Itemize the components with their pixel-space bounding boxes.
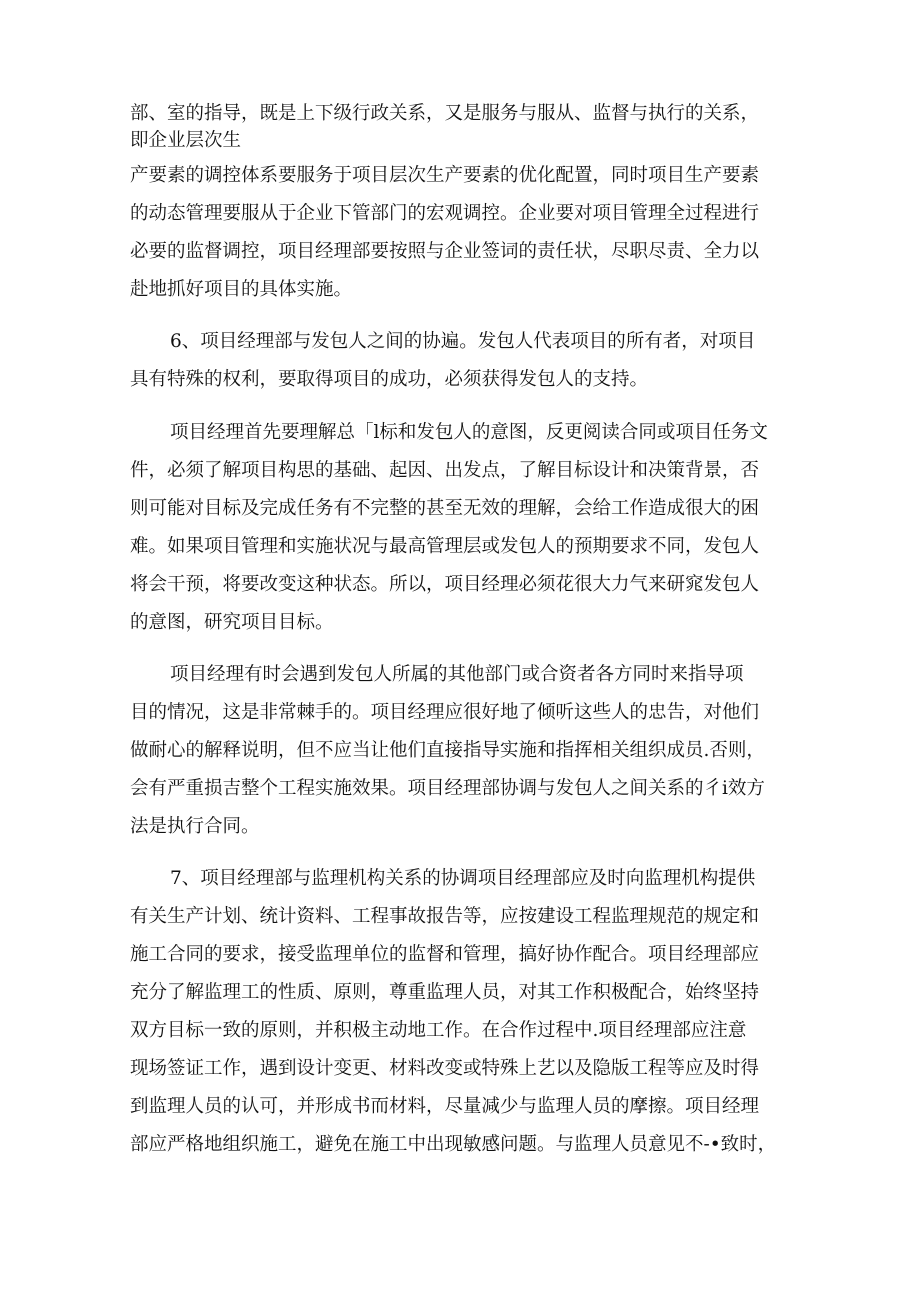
text-line: 难。如果项目管理和实施状况与最高管理层或发包人的预期要求不同，发包人 bbox=[130, 536, 760, 557]
paragraph-first-line: 7、项目经理部与监理机构关系的协调项目经理部应及时向监理机构提供 bbox=[170, 868, 756, 889]
text-line: 即企业层次生 bbox=[130, 130, 242, 151]
text-line: 则可能对目标及完成任务有不完整的甚至无效的理解，会给工作造成很大的困 bbox=[130, 498, 760, 519]
text-line: 会有严重损吉整个工程实施效果。项目经理部协调与发包人之间关系的彳i效方 bbox=[130, 778, 765, 799]
text-line: 法是执行合同。 bbox=[130, 816, 260, 837]
text-line: 必要的监督调控，项目经理部要按照与企业签词的责任状，尽职尽责、全力以 bbox=[130, 241, 760, 262]
text-line: 产要素的调控体系要服务于项目层次生产要素的优化配置，同时项目生产要素 bbox=[130, 165, 760, 186]
text-line: 赴地抓好项目的具体实施。 bbox=[130, 279, 353, 300]
text-line: 做耐心的解释说明，但不应当让他们直接指导实施和指挥相关组织成员.否则， bbox=[130, 740, 765, 761]
text-line: 件，必须了解项目构思的基础、起因、出发点，了解目标设计和决策背景，否 bbox=[130, 460, 760, 481]
paragraph-first-line: 项目经理首先要理解总「l标和发包人的意图，反更阅读合同或项目任务文 bbox=[170, 422, 768, 443]
text-line: 的意图，研究项目目标。 bbox=[130, 612, 334, 633]
text-line: 部、室的指导，既是上下级行政关系，又是服务与服从、监督与执行的关系， bbox=[130, 103, 760, 124]
text-line: 目的情况，这是非常棘手的。项目经理应很好地了倾听这些人的忠告，对他们 bbox=[130, 702, 760, 723]
text-line: 的动态管理要服从于企业下管部门的宏观调控。企业要对项目管理全过程进行 bbox=[130, 203, 760, 224]
text-line: 具有特殊的权利，要取得项目的成功，必须获得发包人的支持。 bbox=[130, 369, 649, 390]
text-line: 到监理人员的认可，并形成书而材料，尽量减少与监理人员的摩擦。项目经理 bbox=[130, 1096, 760, 1117]
paragraph-first-line: 6、项目经理部与发包人之间的协遍。发包人代表项目的所有者，对项目 bbox=[170, 331, 756, 352]
paragraph-first-line: 项目经理有时会遇到发包人所属的其他部门或合资者各方同时来指导项 bbox=[170, 664, 744, 685]
text-line: 施工合同的要求，接受监理单位的监督和管理，搞好协作配合。项目经理部应 bbox=[130, 944, 760, 965]
text-line: 充分了解监理工的性质、原则，尊重监理人员，对其工作积极配合，始终坚持 bbox=[130, 982, 760, 1003]
text-line: 部应严格地组织施工，避免在施工中出现敏感问题。与监理人员意见不-•致时， bbox=[130, 1134, 777, 1155]
text-line: 双方目标一致的原则，并积极主动地工作。在合作过程中.项目经理部应注意 bbox=[130, 1020, 747, 1041]
text-line: 有关生产计划、统计资料、工程事故报告等，应按建设工程监理规范的规定和 bbox=[130, 906, 760, 927]
text-line: 现场签证工作，遇到设计变更、材料改变或特殊上艺以及隐版工程等应及时得 bbox=[130, 1058, 760, 1079]
text-line: 将会干预，将要改变这种状态。所以，项目经理必须花很大力气来研窕发包人 bbox=[130, 574, 760, 595]
